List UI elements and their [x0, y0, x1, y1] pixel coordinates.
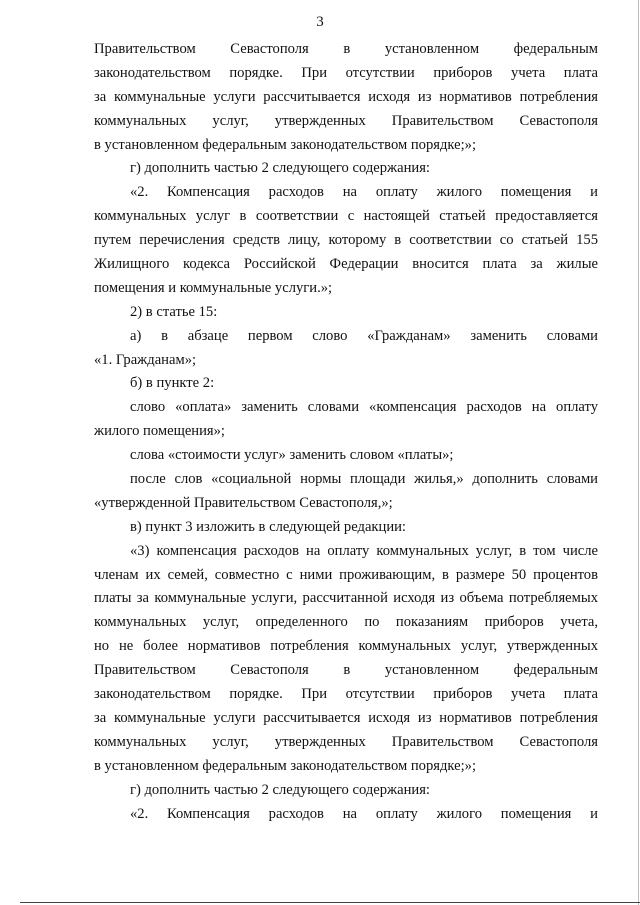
text-line: Жилищного кодекса Российской Федерации вносится плата за жилые [94, 256, 598, 273]
text-line: жилого помещения»; [94, 423, 225, 440]
text-line: «3) компенсация расходов на оплату коммунальных услуг, в том числе [130, 542, 598, 559]
text-line: в) пункт 3 изложить в следующей редакции: [130, 518, 406, 535]
text-line: в установленном федеральным законодательством порядке;»; [94, 757, 477, 774]
text-line: законодательством порядке. При отсутствии приборов учета плата [94, 64, 598, 81]
document-body [94, 38, 598, 826]
text-line: слова «стоимости услуг» заменить словом «платы»; [130, 447, 454, 464]
text-line: законодательством порядке. При отсутствии приборов учета плата [94, 686, 598, 703]
text-line: за коммунальные услуги рассчитывается исходя из нормативов потребления [94, 709, 598, 726]
text-line: а) в абзаце первом слово «Гражданам» заменить словами [130, 327, 598, 344]
text-line: «1. Гражданам»; [94, 351, 197, 368]
text-line: Правительством Севастополя в установленном федеральным [94, 41, 598, 57]
text-line: Правительством Севастополя в установленном федеральным [94, 662, 598, 679]
text-line: членам их семей, совместно с ними проживающим, в размере 50 процентов [94, 566, 598, 583]
text-line: за коммунальные услуги рассчитывается исходя из нормативов потребления [94, 88, 598, 105]
text-line: «утвержденной Правительством Севастополя,»; [94, 494, 393, 511]
text-line: после слов «социальной нормы площади жилья,» дополнить словами [130, 471, 598, 488]
scan-edge-right [638, 0, 639, 905]
text-line: коммунальных услуг, утвержденных Правительством Севастополя [94, 112, 598, 129]
text-line: путем перечисления средств лицу, которому в соответствии со статьей 155 [94, 232, 598, 249]
text-line: «2. Компенсация расходов на оплату жилого помещения и [130, 805, 598, 822]
page-number: 3 [316, 14, 324, 30]
text-line: б) в пункте 2: [130, 375, 215, 392]
text-line: помещения и коммунальные услуги.»; [94, 279, 333, 296]
text-line: г) дополнить частью 2 следующего содержания: [130, 781, 430, 798]
text-line: г) дополнить частью 2 следующего содержания: [130, 160, 430, 177]
text-line: коммунальных услуг в соответствии с настоящей статьей предоставляется [94, 208, 598, 225]
text-line: в установленном федеральным законодательством порядке;»; [94, 136, 477, 153]
text-line: платы за коммунальные услуги, рассчитанной исходя из объема потребляемых [94, 590, 598, 607]
text-line: «2. Компенсация расходов на оплату жилого помещения и [130, 184, 598, 201]
text-line: коммунальных услуг, утвержденных Правительством Севастополя [94, 733, 598, 750]
text-line: но не более нормативов потребления коммунальных услуг, утвержденных [94, 638, 598, 655]
text-line: 2) в статье 15: [130, 303, 218, 320]
text-line: слово «оплата» заменить словами «компенсация расходов на оплату [130, 399, 598, 416]
scan-edge-bottom [20, 902, 640, 903]
text-line: коммунальных услуг, определенного по показаниям приборов учета, [94, 614, 598, 631]
